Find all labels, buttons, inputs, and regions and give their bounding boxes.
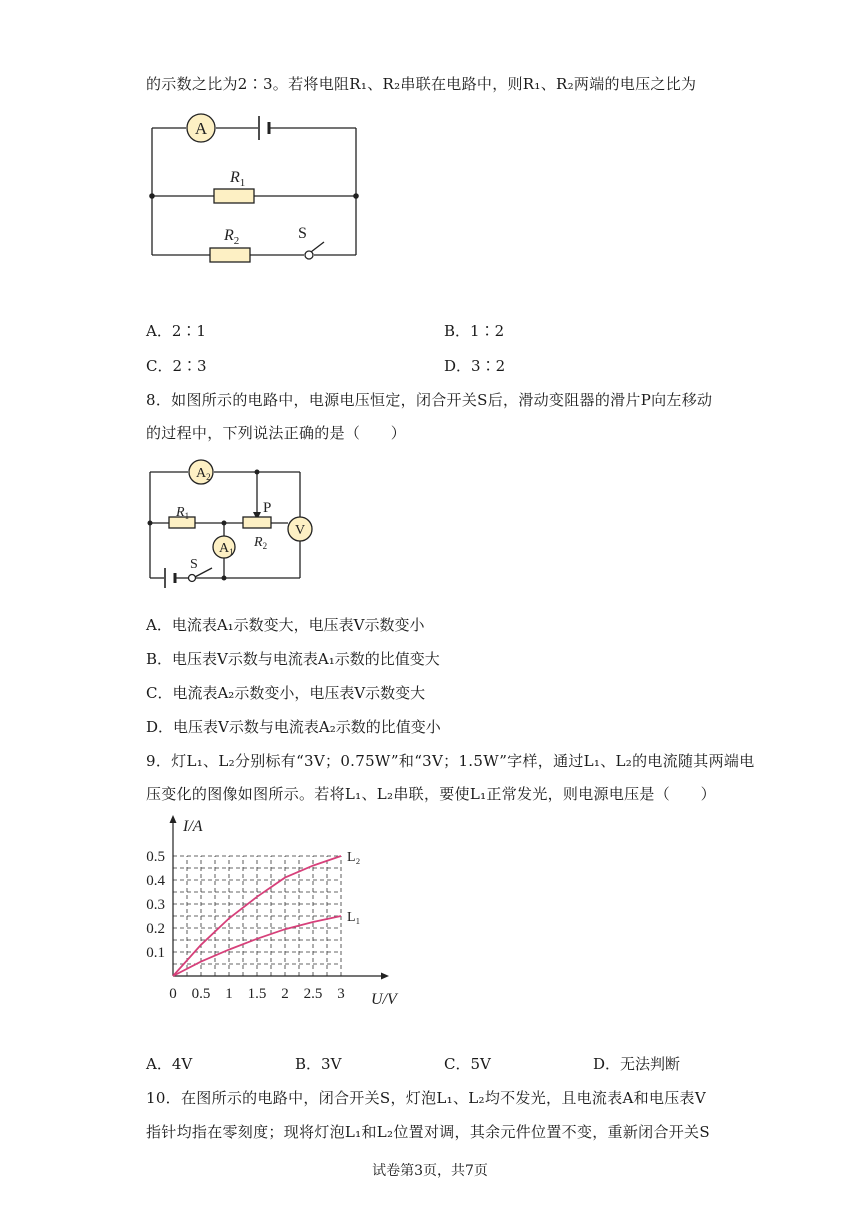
x-tick-label: 1.5 bbox=[247, 986, 267, 1002]
chart-labels bbox=[146, 818, 399, 1008]
q9-text-line2: 压变化的图像如图所示。若将L₁、L₂串联，要使L₁正常发光，则电源电压是（ ） bbox=[146, 785, 716, 803]
svg-text:R2 bbox=[223, 227, 239, 247]
q8-circuit-diagram bbox=[140, 458, 330, 588]
x-tick-label: 0.5 bbox=[191, 986, 211, 1002]
x-tick-label: 2 bbox=[281, 986, 289, 1002]
q8-option-b[interactable]: B．电压表V示数与电流表A₁示数的比值变大 bbox=[146, 650, 440, 668]
svg-text:R1 bbox=[229, 169, 245, 189]
resistor-r1-icon bbox=[214, 189, 254, 203]
page-footer: 试卷第3页，共7页 bbox=[372, 1163, 488, 1179]
x-axis-arrow bbox=[381, 973, 389, 980]
y-tick-label: 0.5 bbox=[146, 849, 165, 865]
q7-r2-sub: 2 bbox=[233, 235, 240, 247]
q7-ammeter-label: A bbox=[194, 119, 208, 138]
chart-axes bbox=[170, 815, 390, 980]
q10-text-line2: 指针均指在零刻度；现将灯泡L₁和L₂位置对调，其余元件位置不变，重新闭合开关S bbox=[146, 1123, 710, 1141]
q8-r2-sub: 2 bbox=[262, 541, 268, 551]
y-axis-label: I/A bbox=[183, 818, 203, 835]
switch-icon bbox=[189, 575, 196, 582]
q8-a2-label: A bbox=[196, 466, 207, 481]
q8-a2-sub: 2 bbox=[206, 472, 211, 482]
y-tick-label: 0.3 bbox=[146, 897, 165, 913]
q8-option-a[interactable]: A．电流表A₁示数变大，电压表V示数变小 bbox=[146, 616, 425, 634]
q7-switch-label: S bbox=[298, 225, 307, 242]
y-tick-label: 0.2 bbox=[146, 921, 165, 937]
q9-option-d[interactable]: D．无法判断 bbox=[593, 1055, 681, 1073]
q7-text: 的示数之比为2∶3。若将电阻R₁、R₂串联在电路中，则R₁、R₂两端的电压之比为 bbox=[146, 75, 697, 93]
q10-text-line1: 10．在图所示的电路中，闭合开关S，灯泡L₁、L₂均不发光，且电流表A和电压表V bbox=[146, 1089, 706, 1107]
x-tick-label: 0 bbox=[169, 986, 177, 1002]
switch-icon bbox=[305, 251, 313, 259]
q8-a1-sub: 1 bbox=[229, 547, 234, 557]
q9-current-voltage-chart bbox=[140, 812, 410, 1012]
x-axis-label: U/V bbox=[371, 991, 397, 1008]
q8-text-line1: 8．如图所示的电路中，电源电压恒定，闭合开关S后，滑动变阻器的滑片P向左移动 bbox=[146, 391, 713, 409]
q9-option-a[interactable]: A．4V bbox=[146, 1055, 193, 1073]
q7-option-b[interactable]: B．1∶2 bbox=[444, 322, 505, 340]
q8-r2-label: R bbox=[254, 535, 263, 550]
y-tick-label: 0.1 bbox=[146, 945, 165, 961]
q9-text-line1: 9．灯L₁、L₂分别标有“3V；0.75W”和“3V；1.5W”字样，通过L₁、L₂的电流随其两端电 bbox=[146, 752, 755, 770]
q8-text-line2: 的过程中，下列说法正确的是（ ） bbox=[146, 424, 407, 442]
x-tick-label: 1 bbox=[225, 986, 233, 1002]
resistor-r2-icon bbox=[210, 248, 250, 262]
q8-v-label: V bbox=[294, 523, 306, 538]
q7-r2-label: R bbox=[224, 227, 234, 244]
series-label: L₂ bbox=[347, 850, 361, 865]
y-tick-label: 0.4 bbox=[146, 873, 165, 889]
q7-r1-sub: 1 bbox=[239, 177, 246, 189]
q8-option-d[interactable]: D．电压表V示数与电流表A₂示数的比值变小 bbox=[146, 718, 441, 736]
q9-option-b[interactable]: B．3V bbox=[295, 1055, 342, 1073]
q7-r1-label: R bbox=[230, 169, 240, 186]
series-label: L₁ bbox=[347, 910, 361, 925]
x-tick-label: 3 bbox=[337, 986, 345, 1002]
y-axis-arrow bbox=[170, 815, 177, 823]
svg-text:R1 bbox=[175, 505, 189, 521]
q9-option-c[interactable]: C．5V bbox=[444, 1055, 491, 1073]
svg-text:R2 bbox=[253, 535, 267, 551]
q8-s-label: S bbox=[190, 557, 198, 572]
q7-circuit-diagram bbox=[140, 108, 370, 268]
q7-option-d[interactable]: D．3∶2 bbox=[444, 357, 506, 375]
q8-p-label: P bbox=[263, 500, 272, 516]
chart-grid bbox=[173, 856, 341, 976]
q7-option-c[interactable]: C．2∶3 bbox=[146, 357, 207, 375]
x-tick-label: 2.5 bbox=[303, 986, 323, 1002]
q8-a1-label: A bbox=[219, 541, 230, 556]
q8-option-c[interactable]: C．电流表A₂示数变小，电压表V示数变大 bbox=[146, 684, 426, 702]
q7-option-a[interactable]: A．2∶1 bbox=[146, 322, 206, 340]
q8-r1-label: R bbox=[176, 505, 185, 520]
q8-r1-sub: 1 bbox=[184, 511, 190, 521]
rheostat-r2-icon bbox=[243, 517, 271, 528]
